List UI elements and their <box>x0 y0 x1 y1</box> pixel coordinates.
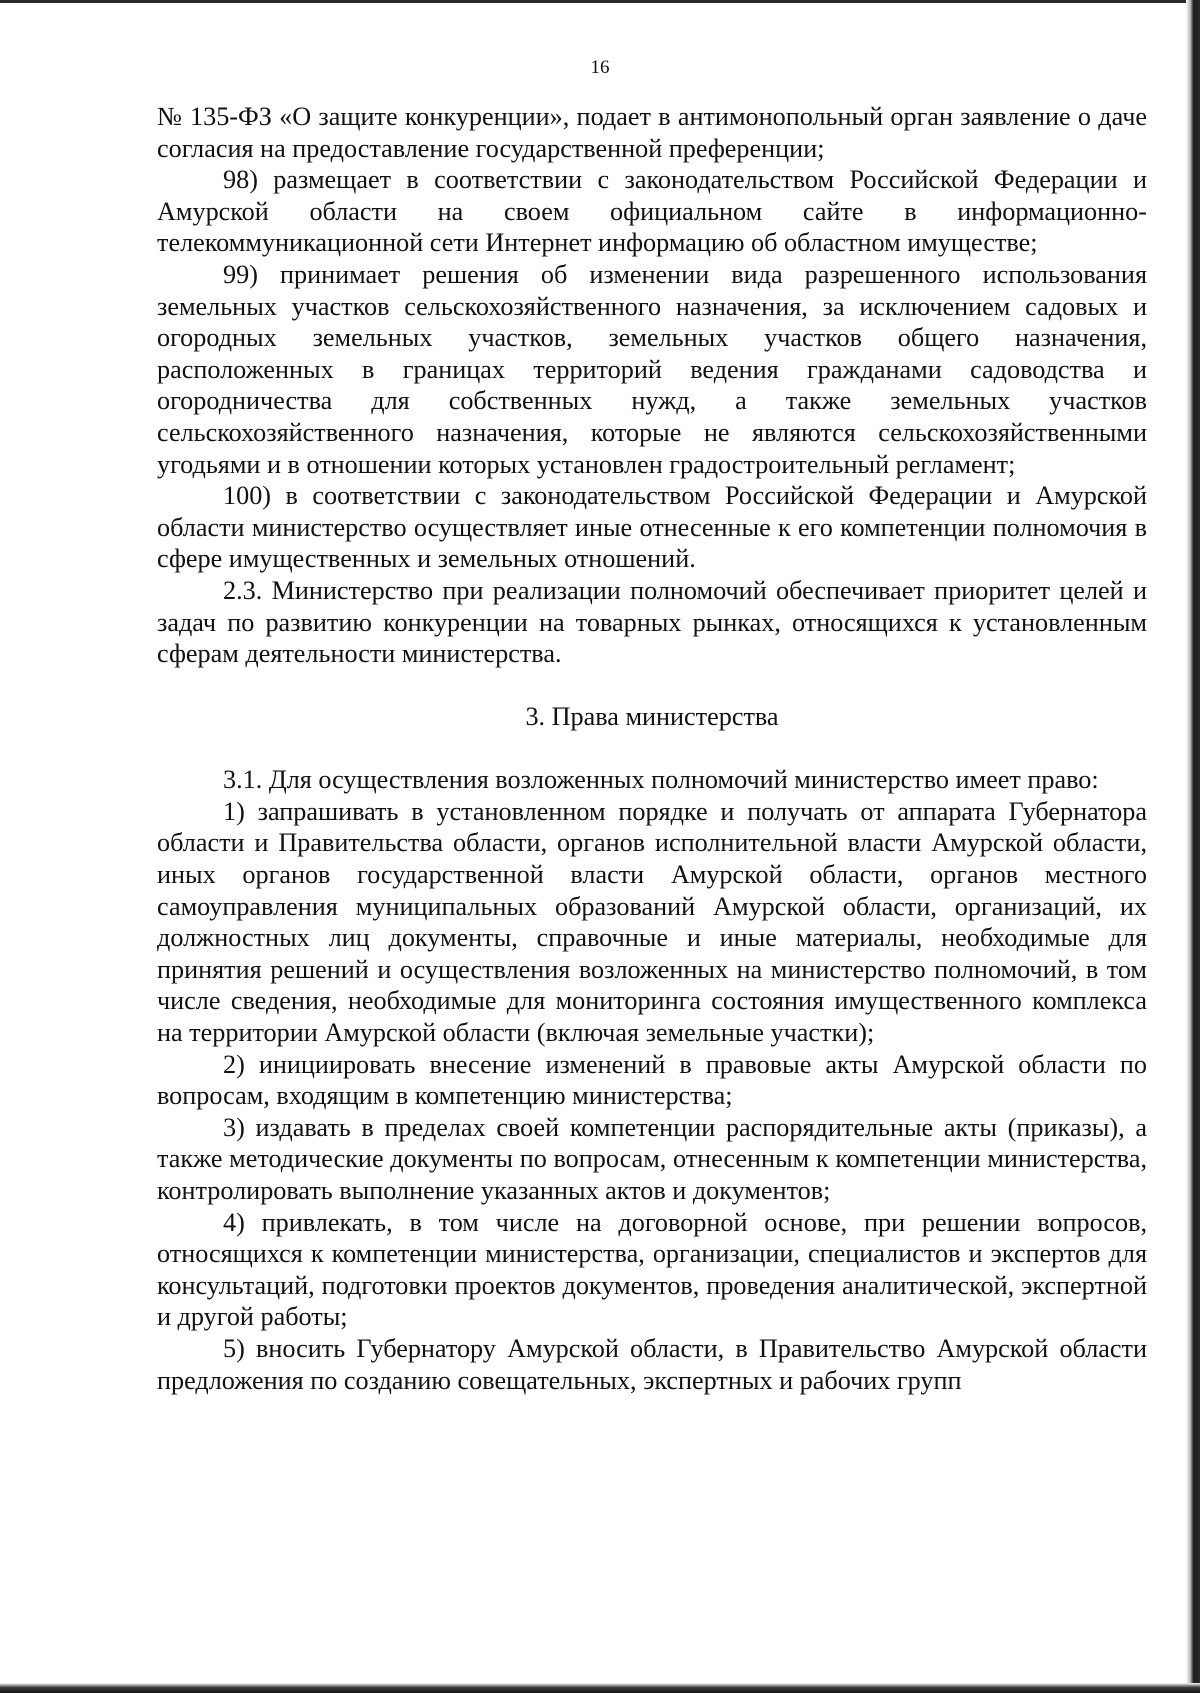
section-heading: 3. Права министерства <box>525 701 779 731</box>
scan-edge-top <box>0 0 1200 3</box>
scan-edge-right <box>1186 0 1200 1693</box>
paragraph-3-1: 3.1. Для осуществления возложенных полномочий министерство имеет право: <box>223 765 1099 795</box>
paragraph-item-100: 100) в соответствии с законодательством Российской Федерации и Амурской области министерство осуществляет иные отнесенные к его компетенции полномочия в сфере имущественных и земельных отношений. <box>157 481 1147 574</box>
paragraph-item-99: 99) принимает решения об изменении вида разрешенного использования земельных участков сельскохозяйственного назначения, за исключением садовых и огородных земельных участков, земельных участков общего назначения, расположенных в границах территорий ведения гражданами садоводства и огородничества для собственных нужд, а также земельных участков сельскохозяйственного назначения, которые не являются сельскохозяйственными угодьями и в отношении которых установлен градостроительный регламент; <box>157 259 1147 479</box>
scan-edge-bottom <box>0 1683 1200 1693</box>
paragraph-right-3: 3) издавать в пределах своей компетенции распорядительные акты (приказы), а также методические документы по вопросам, отнесенным к компетенции министерства, контролировать выполнение указанных актов и документов; <box>157 1112 1147 1205</box>
paragraph-continuation: № 135-ФЗ «О защите конкуренции», подает в антимонопольный орган заявление о даче согласия на предоставление государственной преференции; <box>157 102 1147 163</box>
paragraph-right-2: 2) инициировать внесение изменений в правовые акты Амурской области по вопросам, входящим в компетенцию министерства; <box>157 1049 1147 1111</box>
paragraph-right-5: 5) вносить Губернатору Амурской области, в Правительство Амурской области предложения по созданию совещательных, экспертных и рабочих групп <box>157 1333 1147 1395</box>
paragraph-right-4: 4) привлекать, в том числе на договорной основе, при решении вопросов, относящихся к компетенции министерства, организации, специалистов и экспертов для консультаций, подготовки проектов документов, проведения аналитической, экспертной и другой работы; <box>157 1207 1147 1332</box>
paragraph-2-3: 2.3. Министерство при реализации полномочий обеспечивает приоритет целей и задач по развитию конкуренции на товарных рынках, относящихся к установленным сферам деятельности министерства. <box>157 575 1147 669</box>
paragraph-item-98: 98) размещает в соответствии с законодательством Российской Федерации и Амурской области на своем официальном сайте в информационно-телекоммуникационной сети Интернет информацию об областном имуществе; <box>157 165 1147 258</box>
page-number: 16 <box>590 57 610 78</box>
document-body <box>157 101 1147 1396</box>
paragraph-right-1: 1) запрашивать в установленном порядке и получать от аппарата Губернатора области и Правительства области, органов исполнительной власти Амурской области, иных органов государственной власти Амурской области, органов местного самоуправления муниципальных образований Амурской области, организаций, их должностных лиц документы, справочные и иные материалы, необходимые для принятия решений и осуществления возложенных на министерство полномочий, в том числе сведения, необходимые для мониторинга состояния имущественного комплекса на территории Амурской области (включая земельные участки); <box>157 796 1147 1048</box>
